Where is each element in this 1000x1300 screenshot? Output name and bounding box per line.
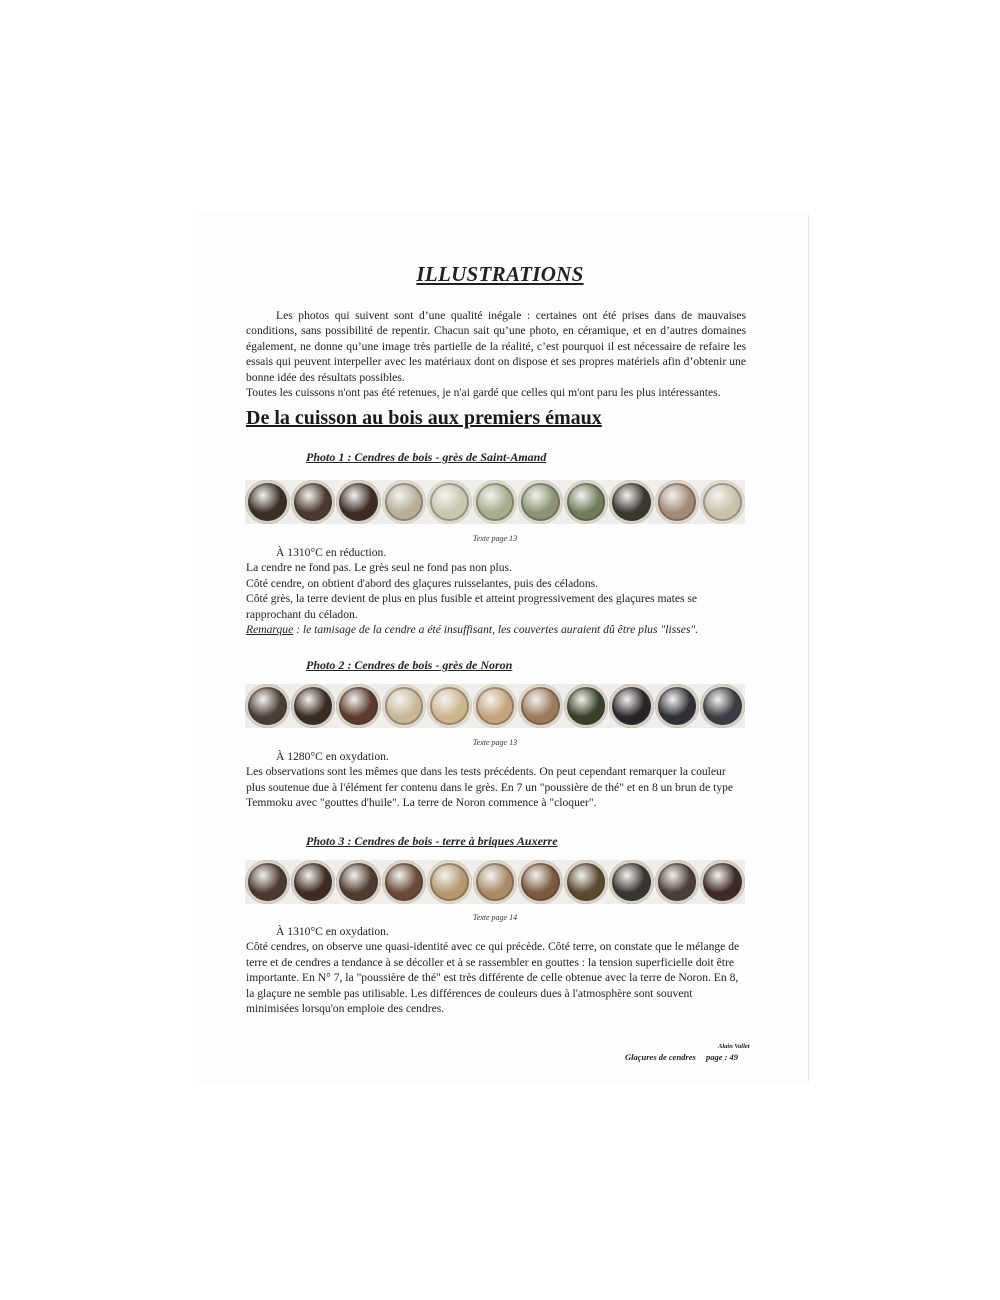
glaze-sample [700,684,745,728]
footer [625,1052,738,1062]
glaze-sample [382,684,427,728]
glaze-sample [245,860,290,904]
photo-2-image [245,684,745,728]
glaze-sample [291,860,336,904]
glaze-sample [382,480,427,524]
photo-1-line: Côté cendre, on obtient d'abord des glaçures ruisselantes, puis des céladons. [246,576,599,590]
photo-2-temperature: À 1280°C en oxydation. [276,750,389,763]
photo-3-temperature: À 1310°C en oxydation. [276,925,389,938]
footer-book: Glaçures de cendres [625,1052,696,1062]
photo-1-line: La cendre ne fond pas. Le grès seul ne fond pas non plus. [246,561,512,575]
glaze-sample [655,860,700,904]
photo-1-remark [246,622,746,637]
section-heading: De la cuisson au bois aux premiers émaux [246,407,602,429]
glaze-sample [382,860,427,904]
glaze-sample [427,860,472,904]
intro-note: Toutes les cuissons n'ont pas été retenues, je n'ai gardé que celles qui m'ont paru les plus intéressantes. [246,386,721,400]
glaze-sample [336,684,381,728]
photo-1-caption: Texte page 13 [472,534,518,543]
glaze-sample [518,480,563,524]
glaze-sample [336,860,381,904]
glaze-sample [473,480,518,524]
photo-2-title: Photo 2 : Cendres de bois - grès de Noron [306,658,513,672]
glaze-sample [336,480,381,524]
photo-1-image [245,480,745,524]
glaze-sample [245,480,290,524]
photo-3-description [246,924,746,1016]
glaze-sample [655,480,700,524]
glaze-sample [609,480,654,524]
glaze-sample [609,860,654,904]
glaze-sample [518,860,563,904]
photo-2-text: Les observations sont les mêmes que dans les tests précédents. On peut cependant remarquer la couleur plus soutenue due à l'élément fer contenu dans le grès. En 7 un "poussière de thé" et en 8 un brun de type Temmoku avec "gouttes d'huile". La terre de Noron commence à "cloquer". [246,765,734,810]
photo-3-image [245,860,745,904]
glaze-sample [700,480,745,524]
glaze-sample [427,480,472,524]
photo-1-description [246,545,746,637]
photo-2-caption: Texte page 13 [472,738,518,747]
intro-paragraph: Les photos qui suivent sont d’une qualité inégale : certaines ont été prises dans de mauvaises conditions, sans possibilité de repentir. Chacun sait qu’une photo, en céramique, et en d’autres domaines également, ne donne qu’une image très partielle de la réalité, c’est pourquoi il est nécessaire de refaire les essais qui peuvent interpeller avec les matériaux dont on dispose et ses propres matériels afin d’obtenir une bonne idée des résultats possibles. [246,309,746,384]
glaze-sample [291,480,336,524]
photo-3-title: Photo 3 : Cendres de bois - terre à briques Auxerre [306,834,558,848]
intro-text [246,308,746,400]
glaze-sample [700,860,745,904]
glaze-sample [564,480,609,524]
photo-1-line: Côté grès, la terre devient de plus en plus fusible et atteint progressivement des glaçures mates se rapprochant du céladon. [246,592,698,621]
photo-3-caption: Texte page 14 [472,913,518,922]
photo-1-title: Photo 1 : Cendres de bois - grès de Saint-Amand [306,450,547,464]
glaze-sample [518,684,563,728]
remark-text: : le tamisage de la cendre a été insuffisant, les couvertes auraient dû être plus "lisses". [293,623,699,637]
glaze-sample [245,684,290,728]
page-title: ILLUSTRATIONS [416,262,584,286]
glaze-sample [427,684,472,728]
photo-1-temperature: À 1310°C en réduction. [276,546,387,559]
footer-page: page : 49 [705,1052,739,1062]
footer-author: Alain Vallet [718,1043,750,1050]
photo-3-text: Côté cendres, on observe une quasi-identité avec ce qui précède. Côté terre, on constate que le mélange de terre et de cendres a tendance à se décoller et à se rassembler en gouttes : la tension superficielle doit être importante. En N° 7, la "poussière de thé" est très différente de celle obtenue avec la terre de Noron. En 8, la glaçure ne semble pas utilisable. Les différences de couleurs dues à l'atmosphère sont souvent minimisées lorsqu'on emploie des cendres. [246,940,740,1016]
glaze-sample [564,684,609,728]
glaze-sample [655,684,700,728]
remark-label: Remarque [246,623,294,637]
glaze-sample [473,860,518,904]
glaze-sample [609,684,654,728]
glaze-sample [291,684,336,728]
glaze-sample [473,684,518,728]
glaze-sample [564,860,609,904]
photo-2-description [246,749,746,811]
